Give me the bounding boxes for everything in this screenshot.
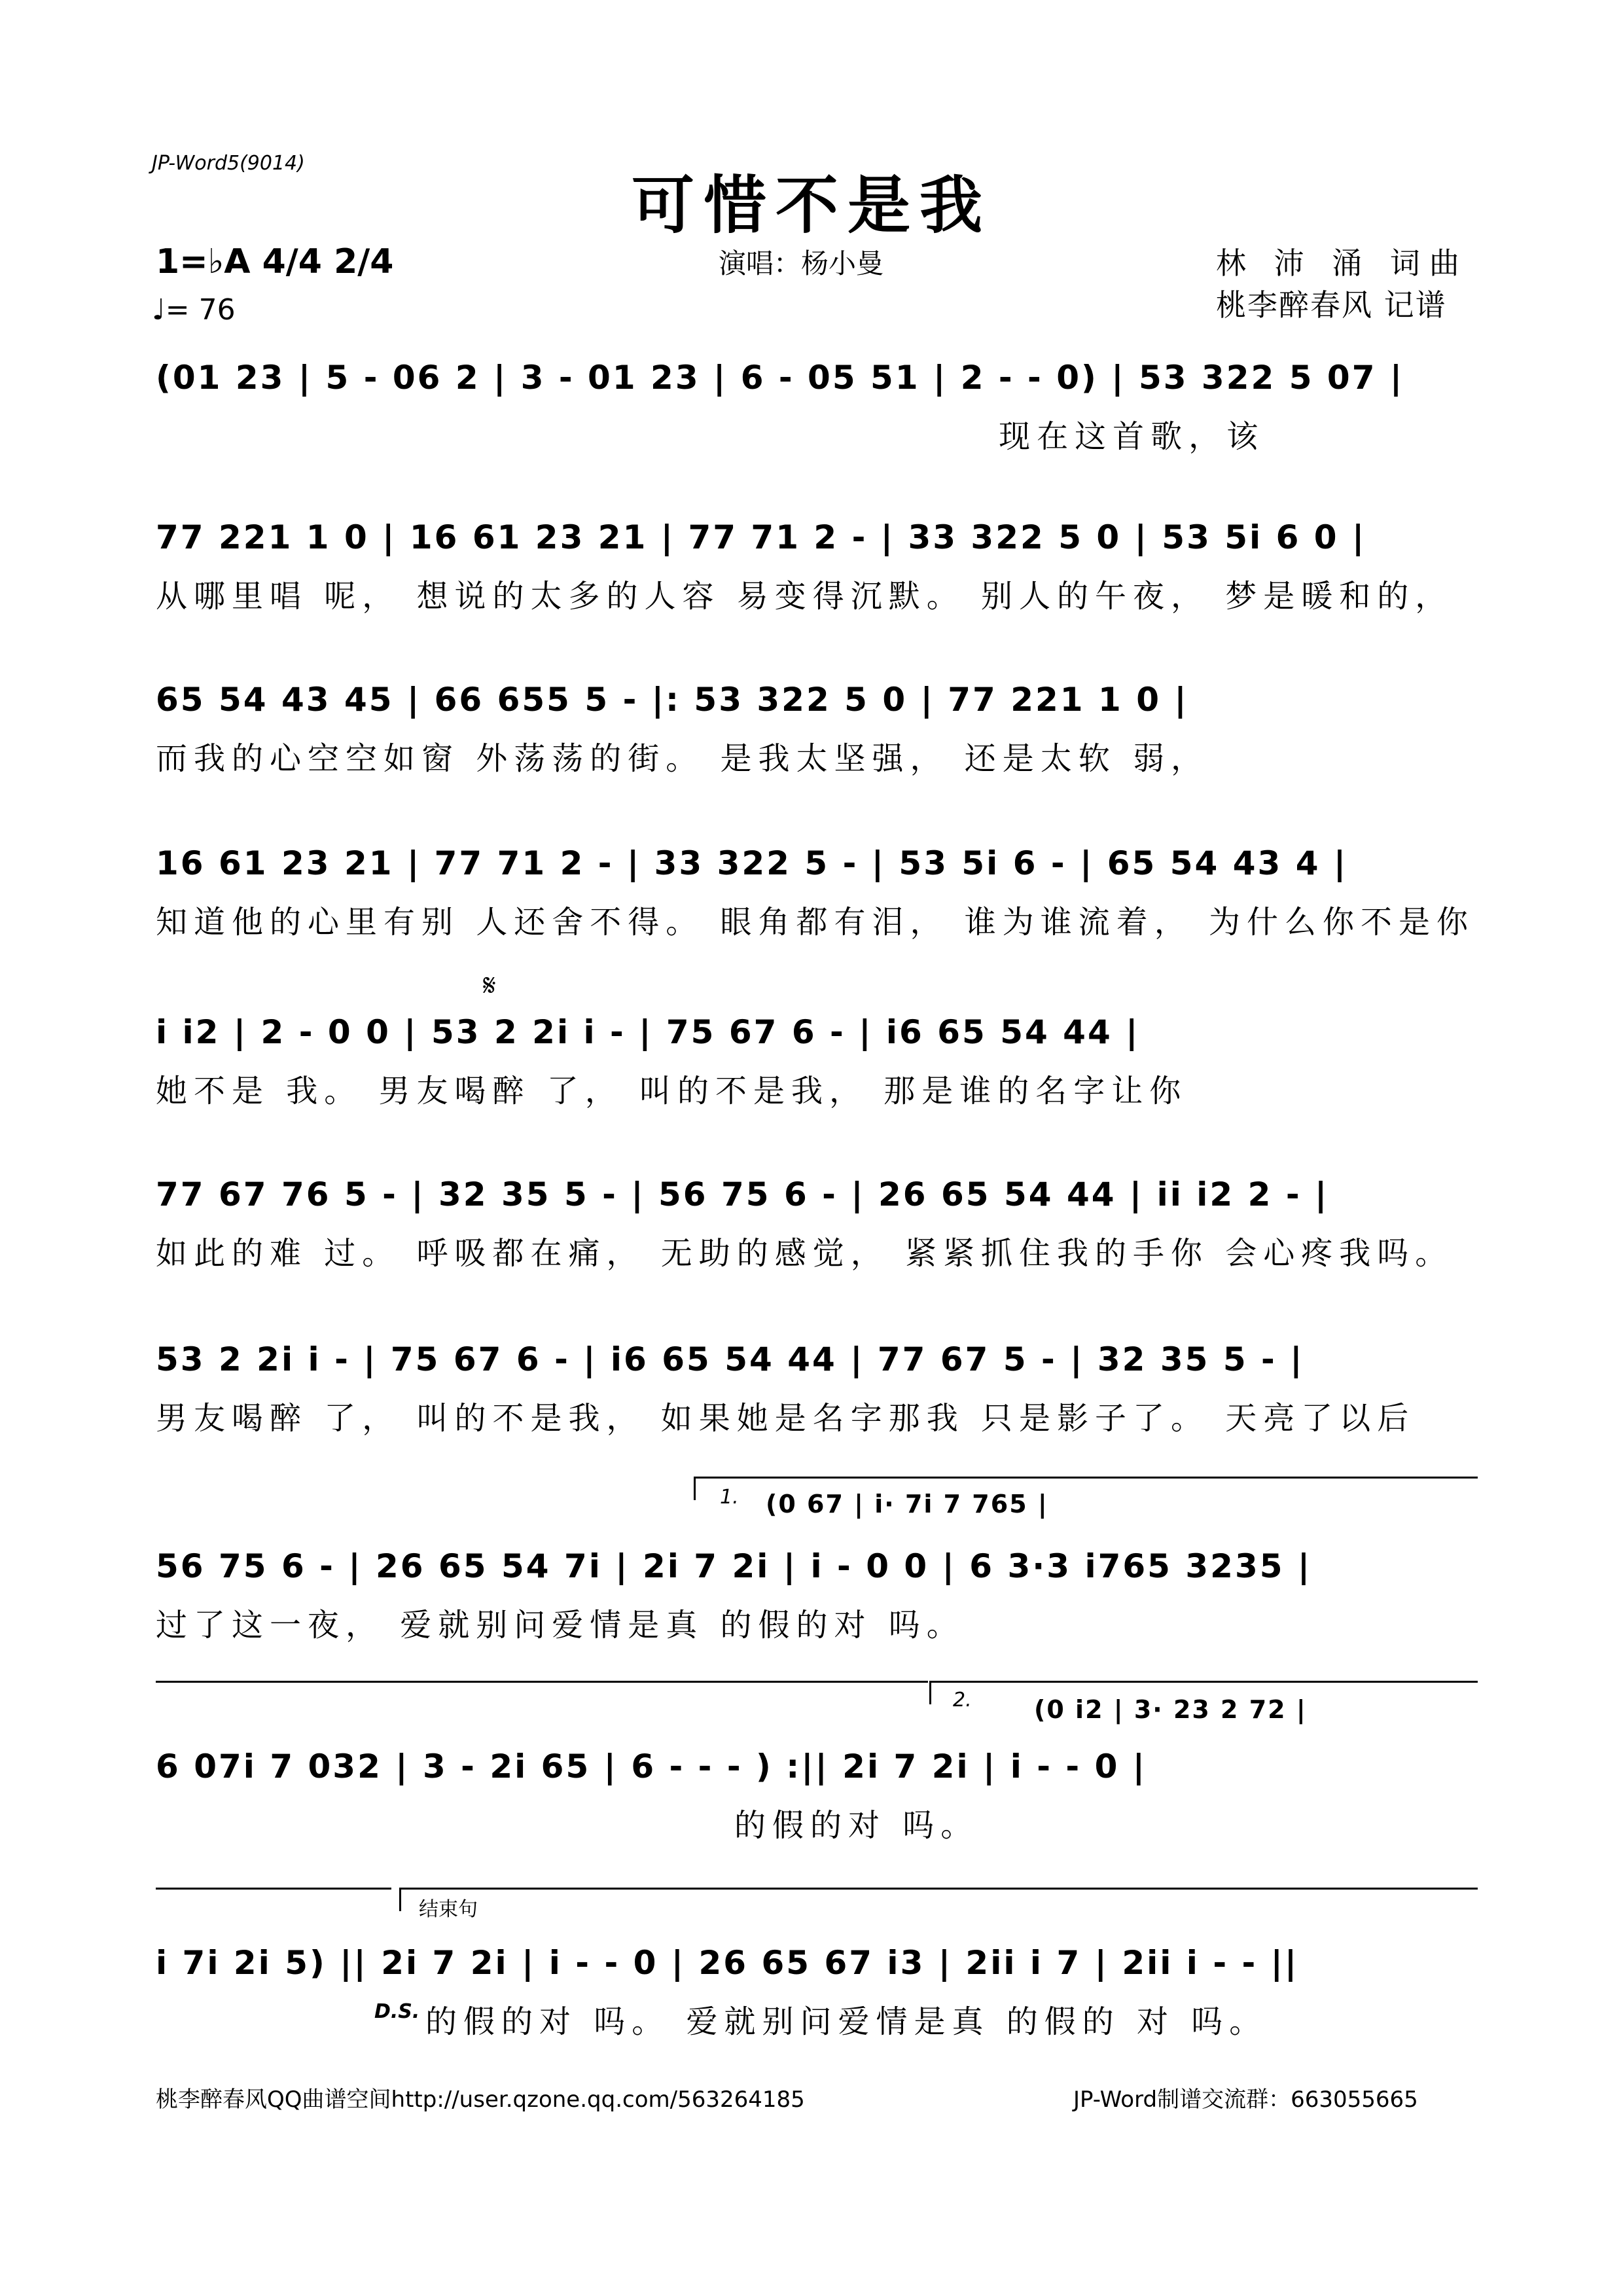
score-line-10-lyrics: 的假的对 吗。 爱就别问爱情是真 的假的 对 吗。	[425, 2003, 1268, 2040]
volta-1-bracket	[694, 1477, 1478, 1479]
volta-1-label: 1.	[720, 1486, 739, 1509]
volta-2-bracket-edge	[929, 1681, 931, 1704]
key-signature: 1=♭A 4/4 2/4	[156, 242, 394, 281]
ending-separator-line	[156, 1888, 391, 1890]
score-line-7-notes: 53 2 2i i - | 75 67 6 - | i6 65 54 44 | 77 67 5 - | 32 35 5 - |	[156, 1340, 1304, 1378]
score-line-7-lyrics: 男友喝醉 了， 叫的不是我， 如果她是名字那我 只是影子了。 天亮了以后	[156, 1400, 1416, 1437]
volta-1-notes: (0 67 | i· 7i 7 765 |	[766, 1490, 1048, 1518]
score-line-6-lyrics: 如此的难 过。 呼吸都在痛， 无助的感觉， 紧紧抓住我的手你 会心疼我吗。	[156, 1235, 1454, 1272]
song-title: 可惜不是我	[632, 168, 991, 242]
score-line-4-lyrics: 知道他的心里有别 人还舍不得。 眼角都有泪， 谁为谁流着， 为什么你不是你	[156, 904, 1475, 941]
segno-sign: 𝄋	[483, 967, 496, 1003]
score-line-3-notes: 65 54 43 45 | 66 655 5 - |: 53 322 5 0 | 77 221 1 0 |	[156, 681, 1188, 719]
score-line-9-notes: 6 07i 7 032 | 3 - 2i 65 | 6 - - - ) :|| 2i 7 2i | i - - 0 |	[156, 1748, 1147, 1785]
score-line-1-notes: (01 23 | 5 - 06 2 | 3 - 01 23 | 6 - 05 51 | 2 - - 0) | 53 322 5 07 |	[156, 359, 1404, 397]
volta-2-bracket	[929, 1681, 1478, 1683]
score-line-1-lyrics: 现在这首歌，该	[156, 418, 1265, 455]
score-line-8-lyrics: 过了这一夜， 爱就别问爱情是真 的假的对 吗。	[156, 1607, 965, 1643]
tempo-marking: ♩= 76	[152, 293, 236, 327]
volta-2-label: 2.	[953, 1689, 972, 1712]
footer-group: JP-Word制谱交流群：663055665	[1073, 2087, 1418, 2113]
score-line-3-lyrics: 而我的心空空如窗 外荡荡的街。 是我太坚强， 还是太软 弱，	[156, 740, 1209, 777]
score-line-8-notes: 56 75 6 - | 26 65 54 7i | 2i 7 2i | i - 0 0 | 6 3·3 i765 3235 |	[156, 1547, 1312, 1585]
footer-source: 桃李醉春风QQ曲谱空间http://user.qzone.qq.com/563264185	[156, 2087, 805, 2113]
score-line-10-notes: i 7i 2i 5) || 2i 7 2i | i - - 0 | 26 65 67 i3 | 2ii i 7 | 2ii i - - ||	[156, 1944, 1299, 1982]
score-line-5-lyrics: 她不是 我。 男友喝醉 了， 叫的不是我， 那是谁的名字让你	[156, 1073, 1188, 1109]
volta-2-notes: (0 i2 | 3· 23 2 72 |	[1034, 1695, 1307, 1724]
software-label: JP-Word5(9014)	[152, 152, 305, 175]
score-line-9-lyrics: 的假的对 吗。	[156, 1807, 979, 1844]
volta-1-bracket-edge	[694, 1477, 696, 1500]
score-line-4-notes: 16 61 23 21 | 77 71 2 - | 33 322 5 - | 53 5i 6 - | 65 54 43 4 |	[156, 844, 1348, 882]
ending-bracket	[399, 1888, 1478, 1890]
transcriber-credit: 桃李醉春风 记谱	[1216, 287, 1447, 323]
score-line-6-notes: 77 67 76 5 - | 32 35 5 - | 56 75 6 - | 26 65 54 44 | ii i2 2 - |	[156, 1175, 1329, 1213]
ending-bracket-edge	[399, 1888, 401, 1911]
composer-credit: 林 沛 涌 词曲	[1216, 245, 1469, 281]
score-line-2-notes: 77 221 1 0 | 16 61 23 21 | 77 71 2 - | 33 322 5 0 | 53 5i 6 0 |	[156, 518, 1366, 556]
singer-credit: 演唱：杨小曼	[719, 247, 884, 279]
ds-marking: D.S.	[374, 2000, 420, 2023]
score-line-2-lyrics: 从哪里唱 呢， 想说的太多的人容 易变得沉默。 别人的午夜， 梦是暖和的，	[156, 578, 1454, 615]
volta-separator-line	[156, 1681, 928, 1683]
score-line-5-notes: i i2 | 2 - 0 0 | 53 2 2i i - | 75 67 6 - | i6 65 54 44 |	[156, 1013, 1140, 1051]
ending-label: 结束句	[419, 1898, 478, 1921]
